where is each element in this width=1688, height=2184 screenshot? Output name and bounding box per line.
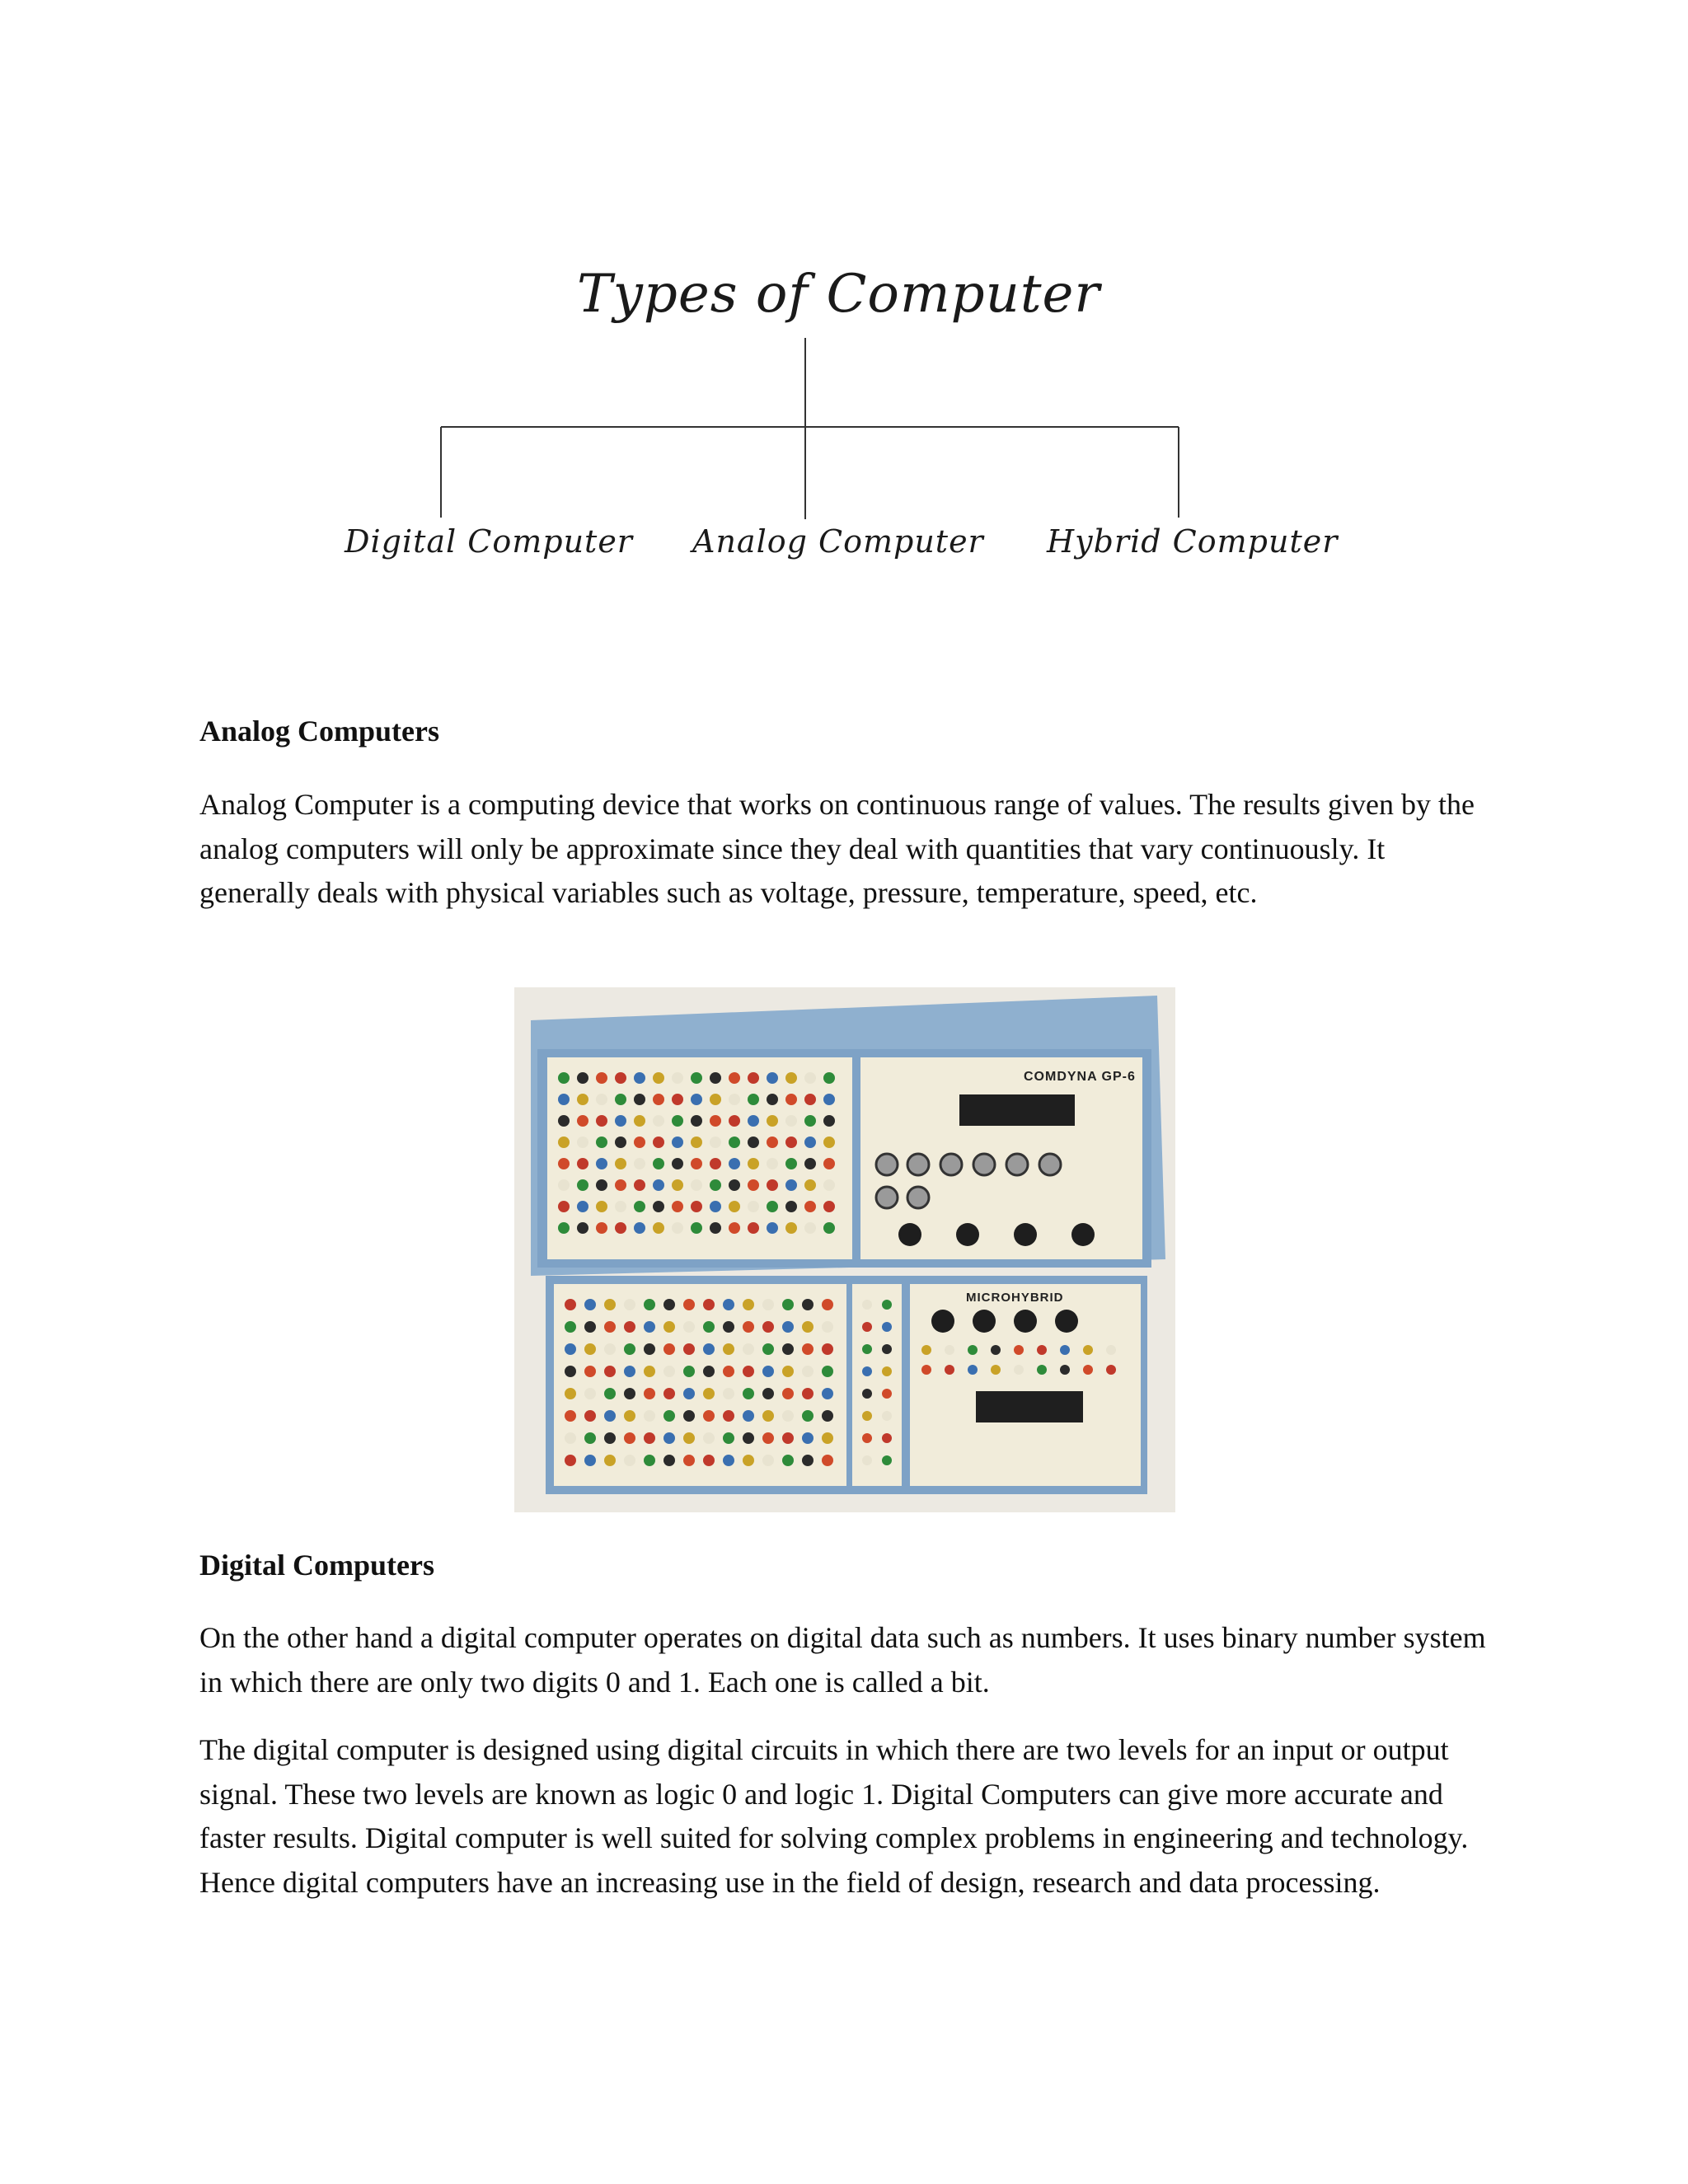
panel-socket xyxy=(596,1222,607,1234)
panel-socket xyxy=(882,1411,892,1421)
panel-socket xyxy=(577,1222,588,1234)
panel-socket xyxy=(703,1388,715,1399)
panel-socket xyxy=(729,1094,740,1105)
panel-socket xyxy=(767,1072,778,1084)
panel-socket xyxy=(723,1366,734,1377)
panel-socket xyxy=(822,1321,833,1333)
panel-socket xyxy=(785,1094,797,1105)
panel-socket xyxy=(683,1366,695,1377)
panel-socket xyxy=(703,1343,715,1355)
panel-socket xyxy=(653,1158,664,1169)
panel-socket xyxy=(624,1410,635,1422)
panel-socket xyxy=(634,1222,645,1234)
panel-socket xyxy=(691,1201,702,1212)
panel-socket xyxy=(804,1222,816,1234)
panel-socket xyxy=(634,1115,645,1127)
panel-socket xyxy=(604,1299,616,1310)
panel-socket xyxy=(823,1072,835,1084)
panel-socket xyxy=(743,1321,754,1333)
analog-computer-image xyxy=(514,987,1175,1512)
panel-socket xyxy=(703,1432,715,1444)
analog-computer-panel-illustration xyxy=(514,987,1175,1512)
panel-socket xyxy=(782,1299,794,1310)
panel-socket xyxy=(748,1094,759,1105)
panel-socket xyxy=(743,1455,754,1466)
panel-socket xyxy=(729,1115,740,1127)
panel-socket xyxy=(862,1366,872,1376)
panel-socket xyxy=(862,1300,872,1310)
panel-socket xyxy=(558,1158,570,1169)
panel-socket xyxy=(653,1072,664,1084)
panel-socket xyxy=(577,1115,588,1127)
panel-socket xyxy=(822,1432,833,1444)
panel-socket xyxy=(710,1201,721,1212)
panel-dial xyxy=(956,1223,979,1246)
panel-socket xyxy=(710,1179,721,1191)
panel-socket xyxy=(558,1201,570,1212)
panel-socket xyxy=(862,1344,872,1354)
panel-socket xyxy=(584,1366,596,1377)
panel-socket xyxy=(802,1366,814,1377)
panel-socket xyxy=(584,1388,596,1399)
panel-socket xyxy=(565,1343,576,1355)
panel-socket xyxy=(804,1201,816,1212)
panel-socket xyxy=(748,1115,759,1127)
panel-socket xyxy=(644,1388,655,1399)
digital-paragraph-1: On the other hand a digital computer operates on digital data such as numbers. It uses binary number system in which there are only two digits 0 and 1. Each one is called a bit. xyxy=(199,1621,1486,1699)
panel-socket xyxy=(802,1432,814,1444)
panel-socket xyxy=(743,1388,754,1399)
panel-socket xyxy=(624,1366,635,1377)
panel-socket xyxy=(822,1366,833,1377)
panel-socket xyxy=(691,1137,702,1148)
panel-socket xyxy=(615,1115,626,1127)
types-of-computer-diagram xyxy=(313,247,1368,593)
panel-socket xyxy=(991,1345,1001,1355)
panel-socket xyxy=(663,1366,675,1377)
panel-socket xyxy=(634,1179,645,1191)
panel-socket xyxy=(672,1137,683,1148)
panel-dial xyxy=(931,1310,954,1333)
panel-socket xyxy=(723,1343,734,1355)
panel-socket xyxy=(748,1179,759,1191)
panel-dial xyxy=(973,1310,996,1333)
panel-socket xyxy=(577,1158,588,1169)
panel-socket xyxy=(921,1365,931,1375)
panel-socket xyxy=(802,1410,814,1422)
panel-socket xyxy=(663,1432,675,1444)
panel-socket xyxy=(782,1366,794,1377)
panel-socket xyxy=(710,1222,721,1234)
panel-socket xyxy=(723,1455,734,1466)
panel-knob xyxy=(973,1154,995,1175)
panel-socket xyxy=(644,1432,655,1444)
panel-socket xyxy=(683,1321,695,1333)
panel-socket xyxy=(577,1201,588,1212)
panel-socket xyxy=(703,1455,715,1466)
diagram-leaf-digital: Digital Computer xyxy=(345,523,633,560)
panel-socket xyxy=(584,1455,596,1466)
panel-socket xyxy=(683,1432,695,1444)
diagram-root-label: Types of Computer xyxy=(577,264,1100,325)
panel-socket xyxy=(644,1321,655,1333)
panel-socket xyxy=(804,1115,816,1127)
panel-socket xyxy=(710,1158,721,1169)
panel-socket xyxy=(882,1455,892,1465)
panel-knob xyxy=(907,1187,929,1208)
panel-socket xyxy=(624,1299,635,1310)
panel-socket xyxy=(729,1137,740,1148)
panel-socket xyxy=(723,1299,734,1310)
panel-socket xyxy=(584,1343,596,1355)
panel-socket xyxy=(743,1432,754,1444)
panel-dial xyxy=(898,1223,921,1246)
panel-socket xyxy=(672,1222,683,1234)
panel-socket xyxy=(644,1410,655,1422)
panel-socket xyxy=(945,1345,954,1355)
panel-socket xyxy=(1106,1365,1116,1375)
panel-socket xyxy=(762,1410,774,1422)
panel-socket xyxy=(663,1299,675,1310)
panel-socket xyxy=(624,1321,635,1333)
panel-socket xyxy=(634,1158,645,1169)
panel-dial xyxy=(1014,1310,1037,1333)
panel-socket xyxy=(882,1300,892,1310)
panel-socket xyxy=(615,1179,626,1191)
panel-socket xyxy=(862,1411,872,1421)
panel-socket xyxy=(782,1432,794,1444)
panel-socket xyxy=(584,1432,596,1444)
panel-socket xyxy=(596,1115,607,1127)
panel-socket xyxy=(723,1432,734,1444)
panel-socket xyxy=(558,1115,570,1127)
panel-socket xyxy=(785,1158,797,1169)
panel-socket xyxy=(823,1115,835,1127)
panel-socket xyxy=(729,1072,740,1084)
panel-socket xyxy=(604,1432,616,1444)
panel-socket xyxy=(782,1343,794,1355)
panel-socket xyxy=(767,1222,778,1234)
panel-socket xyxy=(691,1115,702,1127)
panel-socket xyxy=(723,1388,734,1399)
panel-socket xyxy=(762,1321,774,1333)
panel-socket xyxy=(968,1345,978,1355)
panel-socket xyxy=(596,1072,607,1084)
digital-paragraph-2: The digital computer is designed using digital circuits in which there are two levels for an input or output signal. These two levels are known as logic 0 and logic 1. Digital Computers can give more accurate and faster results. Digital computer is well suited for solving complex problems in engineering and technology. Hence digital computers have an increasing use in the field of design, research and data processing. xyxy=(199,1733,1469,1899)
panel-socket xyxy=(644,1455,655,1466)
panel-socket xyxy=(604,1343,616,1355)
panel-socket xyxy=(710,1137,721,1148)
panel-socket xyxy=(653,1179,664,1191)
panel-socket xyxy=(615,1137,626,1148)
panel-socket xyxy=(565,1388,576,1399)
panel-socket xyxy=(785,1137,797,1148)
panel-socket xyxy=(882,1433,892,1443)
panel-socket xyxy=(723,1410,734,1422)
panel-socket xyxy=(804,1137,816,1148)
panel-socket xyxy=(558,1094,570,1105)
panel-socket xyxy=(804,1072,816,1084)
panel-socket xyxy=(762,1299,774,1310)
panel-socket xyxy=(882,1322,892,1332)
panel-socket xyxy=(710,1115,721,1127)
panel-socket xyxy=(615,1201,626,1212)
panel-socket xyxy=(577,1072,588,1084)
panel-socket xyxy=(882,1366,892,1376)
panel-socket xyxy=(804,1094,816,1105)
panel-dial xyxy=(1014,1223,1037,1246)
panel-socket xyxy=(615,1072,626,1084)
panel-socket xyxy=(653,1201,664,1212)
panel-socket xyxy=(743,1410,754,1422)
panel-socket xyxy=(596,1158,607,1169)
panel-socket xyxy=(823,1137,835,1148)
panel-socket xyxy=(596,1137,607,1148)
panel-socket xyxy=(604,1410,616,1422)
panel-socket xyxy=(782,1455,794,1466)
panel-socket xyxy=(604,1388,616,1399)
panel-socket xyxy=(644,1299,655,1310)
panel-socket xyxy=(822,1388,833,1399)
panel-knob xyxy=(876,1187,898,1208)
panel-socket xyxy=(748,1072,759,1084)
panel-socket xyxy=(683,1455,695,1466)
panel-socket xyxy=(710,1094,721,1105)
panel-socket xyxy=(822,1343,833,1355)
panel-socket xyxy=(577,1094,588,1105)
panel-socket xyxy=(767,1137,778,1148)
panel-socket xyxy=(1106,1345,1116,1355)
panel-socket xyxy=(703,1410,715,1422)
panel-socket xyxy=(921,1345,931,1355)
panel-socket xyxy=(822,1299,833,1310)
panel-socket xyxy=(743,1366,754,1377)
panel-socket xyxy=(710,1072,721,1084)
panel-socket xyxy=(683,1410,695,1422)
panel-socket xyxy=(691,1072,702,1084)
panel-socket xyxy=(691,1222,702,1234)
panel-socket xyxy=(729,1158,740,1169)
panel-socket xyxy=(644,1343,655,1355)
panel-socket xyxy=(565,1299,576,1310)
analog-paragraph: Analog Computer is a computing device that works on continuous range of values. The results given by the analog computers will only be approximate since they deal with quantities that vary continuously. It generally deals with physical variables such as voltage, pressure, temperature, speed, etc. xyxy=(199,788,1475,909)
panel-socket xyxy=(691,1094,702,1105)
panel-socket xyxy=(653,1137,664,1148)
panel-socket xyxy=(672,1072,683,1084)
panel-dial xyxy=(1055,1310,1078,1333)
panel-socket xyxy=(785,1179,797,1191)
panel-socket xyxy=(634,1201,645,1212)
panel-socket xyxy=(782,1321,794,1333)
panel-socket xyxy=(624,1388,635,1399)
panel-socket xyxy=(804,1179,816,1191)
panel-socket xyxy=(729,1201,740,1212)
panel-socket xyxy=(703,1299,715,1310)
panel-socket xyxy=(644,1366,655,1377)
panel-socket xyxy=(802,1343,814,1355)
panel-socket xyxy=(558,1072,570,1084)
panel-socket xyxy=(558,1179,570,1191)
panel-socket xyxy=(703,1321,715,1333)
panel-socket xyxy=(653,1094,664,1105)
panel-socket xyxy=(653,1115,664,1127)
digital-heading: Digital Computers xyxy=(199,1549,434,1582)
panel-socket xyxy=(1014,1365,1024,1375)
panel-socket xyxy=(565,1366,576,1377)
panel-socket xyxy=(882,1344,892,1354)
panel-socket xyxy=(802,1455,814,1466)
panel-socket xyxy=(565,1455,576,1466)
panel-socket xyxy=(767,1158,778,1169)
panel-socket xyxy=(748,1158,759,1169)
panel-socket xyxy=(683,1388,695,1399)
panel-socket xyxy=(762,1455,774,1466)
panel-socket xyxy=(1060,1365,1070,1375)
panel-socket xyxy=(604,1366,616,1377)
panel-socket xyxy=(596,1179,607,1191)
diagram-leaf-analog: Analog Computer xyxy=(692,523,984,560)
panel-socket xyxy=(804,1158,816,1169)
panel-socket xyxy=(672,1158,683,1169)
panel-socket xyxy=(634,1137,645,1148)
panel-socket xyxy=(782,1388,794,1399)
panel-socket xyxy=(663,1343,675,1355)
panel-socket xyxy=(785,1222,797,1234)
panel-socket xyxy=(1037,1365,1047,1375)
panel-socket xyxy=(683,1299,695,1310)
panel-socket xyxy=(624,1455,635,1466)
panel-socket xyxy=(882,1389,892,1399)
panel-socket xyxy=(767,1094,778,1105)
panel-socket xyxy=(672,1115,683,1127)
panel-socket xyxy=(968,1365,978,1375)
panel-socket xyxy=(634,1072,645,1084)
panel-socket xyxy=(785,1072,797,1084)
panel-socket xyxy=(577,1137,588,1148)
panel-socket xyxy=(1083,1345,1093,1355)
panel-socket xyxy=(802,1299,814,1310)
panel-socket xyxy=(596,1201,607,1212)
panel-socket xyxy=(596,1094,607,1105)
panel-socket xyxy=(823,1222,835,1234)
panel-socket xyxy=(1014,1345,1024,1355)
panel-socket xyxy=(653,1222,664,1234)
panel-socket xyxy=(762,1388,774,1399)
panel-socket xyxy=(565,1432,576,1444)
panel-knob xyxy=(876,1154,898,1175)
panel-socket xyxy=(584,1299,596,1310)
panel-socket xyxy=(748,1137,759,1148)
panel-socket xyxy=(663,1455,675,1466)
panel-socket xyxy=(634,1094,645,1105)
panel-socket xyxy=(782,1410,794,1422)
panel-socket xyxy=(558,1137,570,1148)
panel-socket xyxy=(672,1201,683,1212)
panel-dial xyxy=(1071,1223,1095,1246)
panel-socket xyxy=(615,1222,626,1234)
panel-socket xyxy=(584,1321,596,1333)
panel-socket xyxy=(1037,1345,1047,1355)
diagram-leaf-hybrid: Hybrid Computer xyxy=(1047,523,1339,560)
panel-socket xyxy=(663,1321,675,1333)
panel-socket xyxy=(604,1321,616,1333)
panel-socket xyxy=(945,1365,954,1375)
panel-socket xyxy=(723,1321,734,1333)
panel-socket xyxy=(615,1094,626,1105)
panel-socket xyxy=(802,1321,814,1333)
panel-socket xyxy=(624,1432,635,1444)
panel-knob xyxy=(907,1154,929,1175)
panel-socket xyxy=(767,1115,778,1127)
panel-socket xyxy=(862,1455,872,1465)
panel-socket xyxy=(748,1201,759,1212)
panel-socket xyxy=(672,1094,683,1105)
panel-socket xyxy=(1083,1365,1093,1375)
panel-socket xyxy=(683,1343,695,1355)
panel-socket xyxy=(862,1433,872,1443)
panel-socket xyxy=(785,1201,797,1212)
panel-socket xyxy=(823,1158,835,1169)
panel-socket xyxy=(558,1222,570,1234)
panel-socket xyxy=(691,1179,702,1191)
panel-knob xyxy=(940,1154,962,1175)
panel-socket xyxy=(762,1432,774,1444)
panel-socket xyxy=(624,1343,635,1355)
panel-socket xyxy=(823,1201,835,1212)
panel-socket xyxy=(762,1343,774,1355)
panel-socket xyxy=(767,1201,778,1212)
panel-socket xyxy=(565,1321,576,1333)
panel-socket xyxy=(615,1158,626,1169)
panel-socket xyxy=(663,1410,675,1422)
panel-socket xyxy=(767,1179,778,1191)
panel-socket xyxy=(729,1222,740,1234)
panel-socket xyxy=(802,1388,814,1399)
panel-socket xyxy=(743,1343,754,1355)
panel-socket xyxy=(691,1158,702,1169)
panel-socket xyxy=(672,1179,683,1191)
panel-socket xyxy=(822,1455,833,1466)
panel-socket xyxy=(862,1322,872,1332)
brand-label-top: COMDYNA GP-6 xyxy=(1024,1070,1136,1084)
panel-socket xyxy=(822,1410,833,1422)
panel-socket xyxy=(565,1410,576,1422)
panel-socket xyxy=(743,1299,754,1310)
panel-socket xyxy=(785,1115,797,1127)
panel-knob xyxy=(1039,1154,1061,1175)
brand-label-bottom: MICROHYBRID xyxy=(966,1291,1064,1305)
panel-socket xyxy=(703,1366,715,1377)
panel-socket xyxy=(823,1094,835,1105)
panel-socket xyxy=(1060,1345,1070,1355)
analog-heading: Analog Computers xyxy=(199,715,440,748)
panel-socket xyxy=(584,1410,596,1422)
panel-socket xyxy=(729,1179,740,1191)
panel-socket xyxy=(762,1366,774,1377)
panel-socket xyxy=(823,1179,835,1191)
panel-socket xyxy=(991,1365,1001,1375)
panel-socket xyxy=(577,1179,588,1191)
panel-socket xyxy=(862,1389,872,1399)
panel-socket xyxy=(748,1222,759,1234)
panel-knob xyxy=(1006,1154,1028,1175)
panel-socket xyxy=(663,1388,675,1399)
panel-socket xyxy=(604,1455,616,1466)
